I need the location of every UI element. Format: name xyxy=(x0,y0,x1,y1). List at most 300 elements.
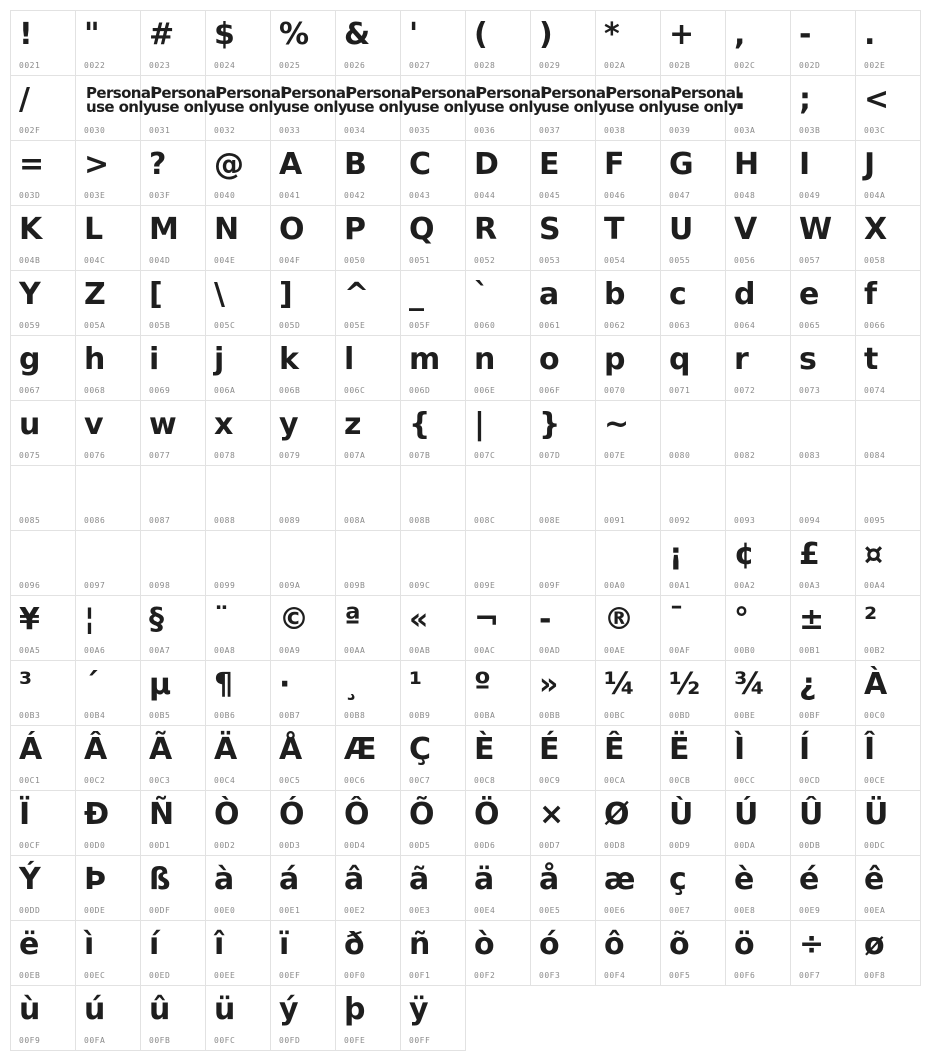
glyph-cell[interactable] xyxy=(10,335,76,401)
glyph-cell[interactable] xyxy=(140,400,206,466)
glyph-cell[interactable] xyxy=(595,530,661,596)
glyph-cell[interactable] xyxy=(465,855,531,921)
glyph-cell[interactable] xyxy=(855,790,921,856)
glyph-cell[interactable] xyxy=(205,465,271,531)
glyph-cell[interactable] xyxy=(790,725,856,791)
glyph-cell[interactable] xyxy=(855,205,921,271)
glyph-cell[interactable] xyxy=(855,920,921,986)
glyph-cell[interactable] xyxy=(270,140,336,206)
glyph-cell[interactable] xyxy=(75,985,141,1051)
glyph-code-label: 00E8 xyxy=(734,906,756,915)
glyph-cell[interactable] xyxy=(725,465,791,531)
glyph-cell[interactable] xyxy=(595,10,661,76)
glyph-cell[interactable] xyxy=(205,790,271,856)
glyph-cell[interactable] xyxy=(335,10,401,76)
glyph-cell[interactable] xyxy=(465,790,531,856)
glyph: U xyxy=(669,212,694,247)
glyph-cell[interactable] xyxy=(530,10,596,76)
glyph-code-label: 0094 xyxy=(799,516,821,525)
glyph-cell[interactable] xyxy=(10,920,76,986)
glyph-cell[interactable] xyxy=(530,140,596,206)
glyph-cell[interactable] xyxy=(660,920,726,986)
glyph-cell[interactable] xyxy=(400,205,466,271)
glyph-cell[interactable] xyxy=(10,270,76,336)
glyph-cell[interactable] xyxy=(10,660,76,726)
glyph-cell[interactable] xyxy=(205,985,271,1051)
glyph: Ë xyxy=(669,732,690,767)
glyph-cell[interactable] xyxy=(660,205,726,271)
glyph-cell[interactable] xyxy=(270,10,336,76)
glyph-cell[interactable] xyxy=(595,595,661,661)
glyph-code-label: 0099 xyxy=(214,581,236,590)
glyph-code-label: 0091 xyxy=(604,516,626,525)
glyph-cell[interactable] xyxy=(595,270,661,336)
glyph-cell[interactable] xyxy=(660,10,726,76)
glyph-cell[interactable] xyxy=(660,595,726,661)
glyph-cell[interactable] xyxy=(465,400,531,466)
glyph-cell[interactable] xyxy=(75,465,141,531)
glyph-cell[interactable] xyxy=(595,725,661,791)
glyph-cell[interactable] xyxy=(335,270,401,336)
glyph-cell[interactable] xyxy=(530,595,596,661)
glyph-cell[interactable] xyxy=(75,400,141,466)
glyph-cell[interactable] xyxy=(790,140,856,206)
glyph-cell[interactable] xyxy=(790,595,856,661)
glyph: Ç xyxy=(409,732,432,767)
glyph-cell[interactable] xyxy=(75,140,141,206)
glyph-cell[interactable] xyxy=(725,270,791,336)
glyph-cell[interactable] xyxy=(595,205,661,271)
glyph-cell[interactable] xyxy=(855,465,921,531)
glyph-cell[interactable] xyxy=(595,855,661,921)
glyph-cell[interactable] xyxy=(335,335,401,401)
glyph-code-label: 0066 xyxy=(864,321,886,330)
glyph-cell[interactable] xyxy=(335,855,401,921)
glyph-cell[interactable] xyxy=(140,465,206,531)
glyph-cell[interactable] xyxy=(400,10,466,76)
glyph: N xyxy=(214,212,240,247)
glyph-cell[interactable] xyxy=(400,335,466,401)
glyph-cell[interactable] xyxy=(595,335,661,401)
glyph-cell[interactable] xyxy=(725,400,791,466)
glyph: } xyxy=(539,407,561,442)
glyph-cell[interactable] xyxy=(270,205,336,271)
glyph-code-label: 00DB xyxy=(799,841,821,850)
glyph-code-label: 00D4 xyxy=(344,841,366,850)
glyph-code-label: 0056 xyxy=(734,256,756,265)
glyph-cell[interactable] xyxy=(725,530,791,596)
glyph-cell[interactable] xyxy=(725,205,791,271)
glyph-cell[interactable] xyxy=(335,205,401,271)
glyph-code-label: 007C xyxy=(474,451,496,460)
glyph: < xyxy=(864,82,890,117)
glyph-cell[interactable] xyxy=(205,270,271,336)
glyph: z xyxy=(344,407,362,442)
glyph: ª xyxy=(344,602,361,637)
glyph-cell[interactable] xyxy=(10,790,76,856)
glyph-cell[interactable] xyxy=(10,140,76,206)
glyph-cell[interactable] xyxy=(530,400,596,466)
glyph-code-label: 004C xyxy=(84,256,106,265)
glyph-cell[interactable] xyxy=(140,790,206,856)
glyph-cell[interactable] xyxy=(10,400,76,466)
glyph-cell[interactable] xyxy=(140,855,206,921)
glyph-code-label: 00BA xyxy=(474,711,496,720)
glyph: ß xyxy=(149,862,171,897)
glyph-code-label: 005F xyxy=(409,321,431,330)
glyph-cell[interactable] xyxy=(465,10,531,76)
glyph-cell[interactable] xyxy=(140,985,206,1051)
glyph-cell[interactable] xyxy=(530,855,596,921)
glyph-cell[interactable] xyxy=(855,335,921,401)
glyph-cell[interactable] xyxy=(205,400,271,466)
glyph-cell[interactable] xyxy=(855,595,921,661)
glyph: , xyxy=(734,17,746,52)
glyph-cell[interactable] xyxy=(660,725,726,791)
glyph-cell[interactable] xyxy=(725,855,791,921)
glyph-cell[interactable] xyxy=(660,465,726,531)
glyph-code-label: 00E1 xyxy=(279,906,301,915)
glyph-cell[interactable] xyxy=(790,530,856,596)
glyph-code-label: 0089 xyxy=(279,516,301,525)
glyph-code-label: 0067 xyxy=(19,386,41,395)
glyph-cell[interactable] xyxy=(400,985,466,1051)
glyph-cell[interactable] xyxy=(400,920,466,986)
glyph: / xyxy=(19,82,30,117)
glyph: ( xyxy=(474,17,488,52)
glyph-cell[interactable] xyxy=(725,335,791,401)
glyph-cell[interactable] xyxy=(75,790,141,856)
glyph-code-label: 0035 xyxy=(409,126,431,135)
glyph-cell[interactable] xyxy=(270,465,336,531)
glyph-code-label: 006C xyxy=(344,386,366,395)
glyph-cell[interactable] xyxy=(400,530,466,596)
glyph-cell[interactable] xyxy=(335,140,401,206)
glyph-code-label: 0062 xyxy=(604,321,626,330)
glyph-cell[interactable] xyxy=(790,335,856,401)
glyph-cell[interactable] xyxy=(660,790,726,856)
glyph-code-label: 0093 xyxy=(734,516,756,525)
glyph: X xyxy=(864,212,888,247)
glyph: ¿ xyxy=(799,667,817,702)
glyph-cell[interactable] xyxy=(790,400,856,466)
glyph-cell[interactable] xyxy=(335,530,401,596)
glyph-cell[interactable] xyxy=(530,335,596,401)
glyph: k xyxy=(279,342,299,377)
glyph-cell[interactable] xyxy=(725,10,791,76)
glyph-cell[interactable] xyxy=(10,855,76,921)
glyph-cell[interactable] xyxy=(595,790,661,856)
glyph: B xyxy=(344,147,367,182)
glyph-cell[interactable] xyxy=(205,855,271,921)
glyph-cell[interactable] xyxy=(205,205,271,271)
glyph-code-label: 00B0 xyxy=(734,646,756,655)
glyph-cell[interactable] xyxy=(140,335,206,401)
glyph-cell[interactable] xyxy=(75,725,141,791)
glyph-cell[interactable] xyxy=(855,530,921,596)
glyph-cell[interactable] xyxy=(75,530,141,596)
glyph-cell[interactable] xyxy=(530,530,596,596)
glyph-cell[interactable] xyxy=(10,75,76,141)
glyph-cell[interactable] xyxy=(790,855,856,921)
glyph-cell[interactable] xyxy=(595,920,661,986)
glyph-code-label: 00C4 xyxy=(214,776,236,785)
glyph: å xyxy=(539,862,560,897)
glyph-code-label: 007E xyxy=(604,451,626,460)
glyph-cell[interactable] xyxy=(10,465,76,531)
glyph-cell[interactable] xyxy=(595,660,661,726)
glyph-code-label: 0072 xyxy=(734,386,756,395)
glyph: ã xyxy=(409,862,430,897)
glyph-cell[interactable] xyxy=(465,335,531,401)
glyph-cell[interactable] xyxy=(205,530,271,596)
glyph-cell[interactable] xyxy=(270,660,336,726)
glyph: j xyxy=(214,342,225,377)
glyph: Y xyxy=(19,277,41,312)
glyph-cell[interactable] xyxy=(465,530,531,596)
glyph-cell[interactable] xyxy=(140,530,206,596)
glyph-cell[interactable] xyxy=(660,140,726,206)
glyph-code-label: 00EE xyxy=(214,971,236,980)
glyph: » xyxy=(539,667,559,702)
glyph-cell[interactable] xyxy=(335,985,401,1051)
glyph-code-label: 007D xyxy=(539,451,561,460)
glyph-cell[interactable] xyxy=(270,790,336,856)
glyph-cell[interactable] xyxy=(400,140,466,206)
glyph-code-label: 00B9 xyxy=(409,711,431,720)
glyph-cell[interactable] xyxy=(10,985,76,1051)
glyph-cell[interactable] xyxy=(400,725,466,791)
glyph-cell[interactable] xyxy=(140,595,206,661)
glyph-cell[interactable] xyxy=(140,205,206,271)
glyph-cell[interactable] xyxy=(725,790,791,856)
glyph-cell[interactable] xyxy=(270,270,336,336)
glyph-cell[interactable] xyxy=(140,270,206,336)
glyph-cell[interactable] xyxy=(725,660,791,726)
glyph-cell[interactable] xyxy=(75,660,141,726)
glyph-cell[interactable] xyxy=(660,530,726,596)
glyph-cell[interactable] xyxy=(10,725,76,791)
glyph-cell[interactable] xyxy=(660,335,726,401)
glyph-cell[interactable] xyxy=(75,335,141,401)
glyph-cell[interactable] xyxy=(855,660,921,726)
glyph-cell[interactable] xyxy=(725,920,791,986)
glyph-code-label: 008C xyxy=(474,516,496,525)
glyph-cell[interactable] xyxy=(790,75,856,141)
glyph: í xyxy=(149,927,160,962)
glyph-code-label: 003F xyxy=(149,191,171,200)
glyph-cell[interactable] xyxy=(205,10,271,76)
glyph-code-label: 0079 xyxy=(279,451,301,460)
glyph-cell[interactable] xyxy=(790,790,856,856)
glyph-cell[interactable] xyxy=(855,140,921,206)
glyph-cell[interactable] xyxy=(465,595,531,661)
glyph-code-label: 00AC xyxy=(474,646,496,655)
glyph-code-label: 00B8 xyxy=(344,711,366,720)
glyph-cell[interactable] xyxy=(335,465,401,531)
glyph: à xyxy=(214,862,235,897)
glyph-cell[interactable] xyxy=(205,725,271,791)
glyph-cell[interactable] xyxy=(140,725,206,791)
glyph-cell[interactable] xyxy=(790,10,856,76)
glyph-cell[interactable] xyxy=(335,725,401,791)
glyph: ç xyxy=(669,862,687,897)
glyph: " xyxy=(84,17,100,52)
glyph-cell[interactable] xyxy=(270,335,336,401)
glyph: ¸ xyxy=(344,667,359,702)
glyph-cell[interactable] xyxy=(205,660,271,726)
glyph-cell[interactable] xyxy=(595,465,661,531)
glyph-cell[interactable] xyxy=(75,270,141,336)
glyph-code-label: 0061 xyxy=(539,321,561,330)
glyph-code-label: 005E xyxy=(344,321,366,330)
glyph-cell[interactable] xyxy=(205,595,271,661)
glyph-cell[interactable] xyxy=(530,270,596,336)
glyph-code-label: 00F3 xyxy=(539,971,561,980)
glyph-cell[interactable] xyxy=(270,530,336,596)
glyph: á xyxy=(279,862,300,897)
glyph-cell[interactable] xyxy=(400,790,466,856)
glyph-cell[interactable] xyxy=(205,335,271,401)
glyph-cell[interactable] xyxy=(270,985,336,1051)
glyph-cell[interactable] xyxy=(75,205,141,271)
glyph: ò xyxy=(474,927,495,962)
glyph-code-label: 0082 xyxy=(734,451,756,460)
glyph-cell[interactable] xyxy=(270,595,336,661)
glyph-cell[interactable] xyxy=(140,10,206,76)
glyph: a xyxy=(539,277,560,312)
glyph: ø xyxy=(864,927,885,962)
glyph: V xyxy=(734,212,758,247)
glyph: R xyxy=(474,212,498,247)
glyph-code-label: 00C5 xyxy=(279,776,301,785)
glyph-cell[interactable] xyxy=(465,270,531,336)
glyph-cell[interactable] xyxy=(10,530,76,596)
glyph-cell[interactable] xyxy=(530,205,596,271)
glyph-cell[interactable] xyxy=(465,140,531,206)
glyph-cell[interactable] xyxy=(10,205,76,271)
glyph-cell[interactable] xyxy=(10,595,76,661)
glyph-cell[interactable] xyxy=(790,920,856,986)
glyph-code-label: 00C6 xyxy=(344,776,366,785)
glyph-cell[interactable] xyxy=(75,855,141,921)
glyph-cell[interactable] xyxy=(400,270,466,336)
glyph-cell[interactable] xyxy=(205,140,271,206)
glyph-cell[interactable] xyxy=(465,920,531,986)
glyph-cell[interactable] xyxy=(790,660,856,726)
glyph-cell[interactable] xyxy=(595,140,661,206)
glyph-cell[interactable] xyxy=(530,660,596,726)
glyph-cell[interactable] xyxy=(465,205,531,271)
glyph-cell[interactable] xyxy=(335,660,401,726)
glyph-cell[interactable] xyxy=(530,790,596,856)
glyph-cell[interactable] xyxy=(140,920,206,986)
glyph-cell[interactable] xyxy=(790,465,856,531)
glyph: r xyxy=(734,342,749,377)
glyph: Ý xyxy=(19,862,41,897)
glyph-code-label: 00D8 xyxy=(604,841,626,850)
glyph-cell[interactable] xyxy=(270,855,336,921)
glyph-cell[interactable] xyxy=(10,10,76,76)
glyph-cell[interactable] xyxy=(400,595,466,661)
glyph-cell[interactable] xyxy=(335,920,401,986)
glyph-cell[interactable] xyxy=(595,400,661,466)
glyph-code-label: 0080 xyxy=(669,451,691,460)
glyph-cell[interactable] xyxy=(725,140,791,206)
glyph: Û xyxy=(799,797,824,832)
glyph-cell[interactable] xyxy=(270,725,336,791)
glyph: ¾ xyxy=(734,667,766,702)
glyph-cell[interactable] xyxy=(75,595,141,661)
glyph: D xyxy=(474,147,499,182)
glyph-cell[interactable] xyxy=(855,725,921,791)
glyph-code-label: 00D2 xyxy=(214,841,236,850)
glyph-cell[interactable] xyxy=(660,270,726,336)
glyph-cell[interactable] xyxy=(270,920,336,986)
glyph-code-label: 0046 xyxy=(604,191,626,200)
glyph-cell[interactable] xyxy=(530,465,596,531)
glyph-cell[interactable] xyxy=(660,660,726,726)
glyph: u xyxy=(19,407,41,442)
glyph: { xyxy=(409,407,431,442)
glyph-cell[interactable] xyxy=(270,400,336,466)
glyph-cell[interactable] xyxy=(400,465,466,531)
glyph-cell[interactable] xyxy=(855,270,921,336)
glyph-code-label: 0071 xyxy=(669,386,691,395)
glyph: ¯ xyxy=(669,602,684,637)
glyph-cell[interactable] xyxy=(75,920,141,986)
glyph-cell[interactable] xyxy=(140,660,206,726)
glyph-cell[interactable] xyxy=(335,790,401,856)
glyph-code-label: 009E xyxy=(474,581,496,590)
glyph-cell[interactable] xyxy=(855,10,921,76)
glyph-cell[interactable] xyxy=(790,205,856,271)
glyph-cell[interactable] xyxy=(140,140,206,206)
glyph-code-label: 00A4 xyxy=(864,581,886,590)
glyph-code-label: 003E xyxy=(84,191,106,200)
glyph-cell[interactable] xyxy=(400,855,466,921)
glyph-cell[interactable] xyxy=(725,595,791,661)
glyph-cell[interactable] xyxy=(530,725,596,791)
glyph-cell[interactable] xyxy=(855,75,921,141)
glyph-cell[interactable] xyxy=(465,725,531,791)
glyph-code-label: 00FC xyxy=(214,1036,236,1045)
glyph-cell[interactable] xyxy=(660,855,726,921)
glyph: Ì xyxy=(734,732,746,767)
personal-use-glyph: Personal use only xyxy=(346,84,415,116)
glyph-code-label: 002C xyxy=(734,61,756,70)
glyph-cell[interactable] xyxy=(335,595,401,661)
glyph-code-label: 0095 xyxy=(864,516,886,525)
glyph-cell[interactable] xyxy=(335,400,401,466)
glyph-cell[interactable] xyxy=(790,270,856,336)
glyph-cell[interactable] xyxy=(465,465,531,531)
glyph-cell[interactable] xyxy=(75,75,155,141)
glyph-cell[interactable] xyxy=(400,400,466,466)
glyph-cell[interactable] xyxy=(465,660,531,726)
glyph-cell[interactable] xyxy=(660,400,726,466)
glyph-code-label: 0048 xyxy=(734,191,756,200)
glyph-cell[interactable] xyxy=(75,10,141,76)
glyph-cell[interactable] xyxy=(400,660,466,726)
glyph-cell[interactable] xyxy=(855,855,921,921)
personal-use-glyph: Personal use only xyxy=(541,84,610,116)
glyph-cell[interactable] xyxy=(855,400,921,466)
glyph-cell[interactable] xyxy=(725,725,791,791)
glyph-cell[interactable] xyxy=(205,920,271,986)
glyph-cell[interactable] xyxy=(530,920,596,986)
glyph-code-label: 0074 xyxy=(864,386,886,395)
